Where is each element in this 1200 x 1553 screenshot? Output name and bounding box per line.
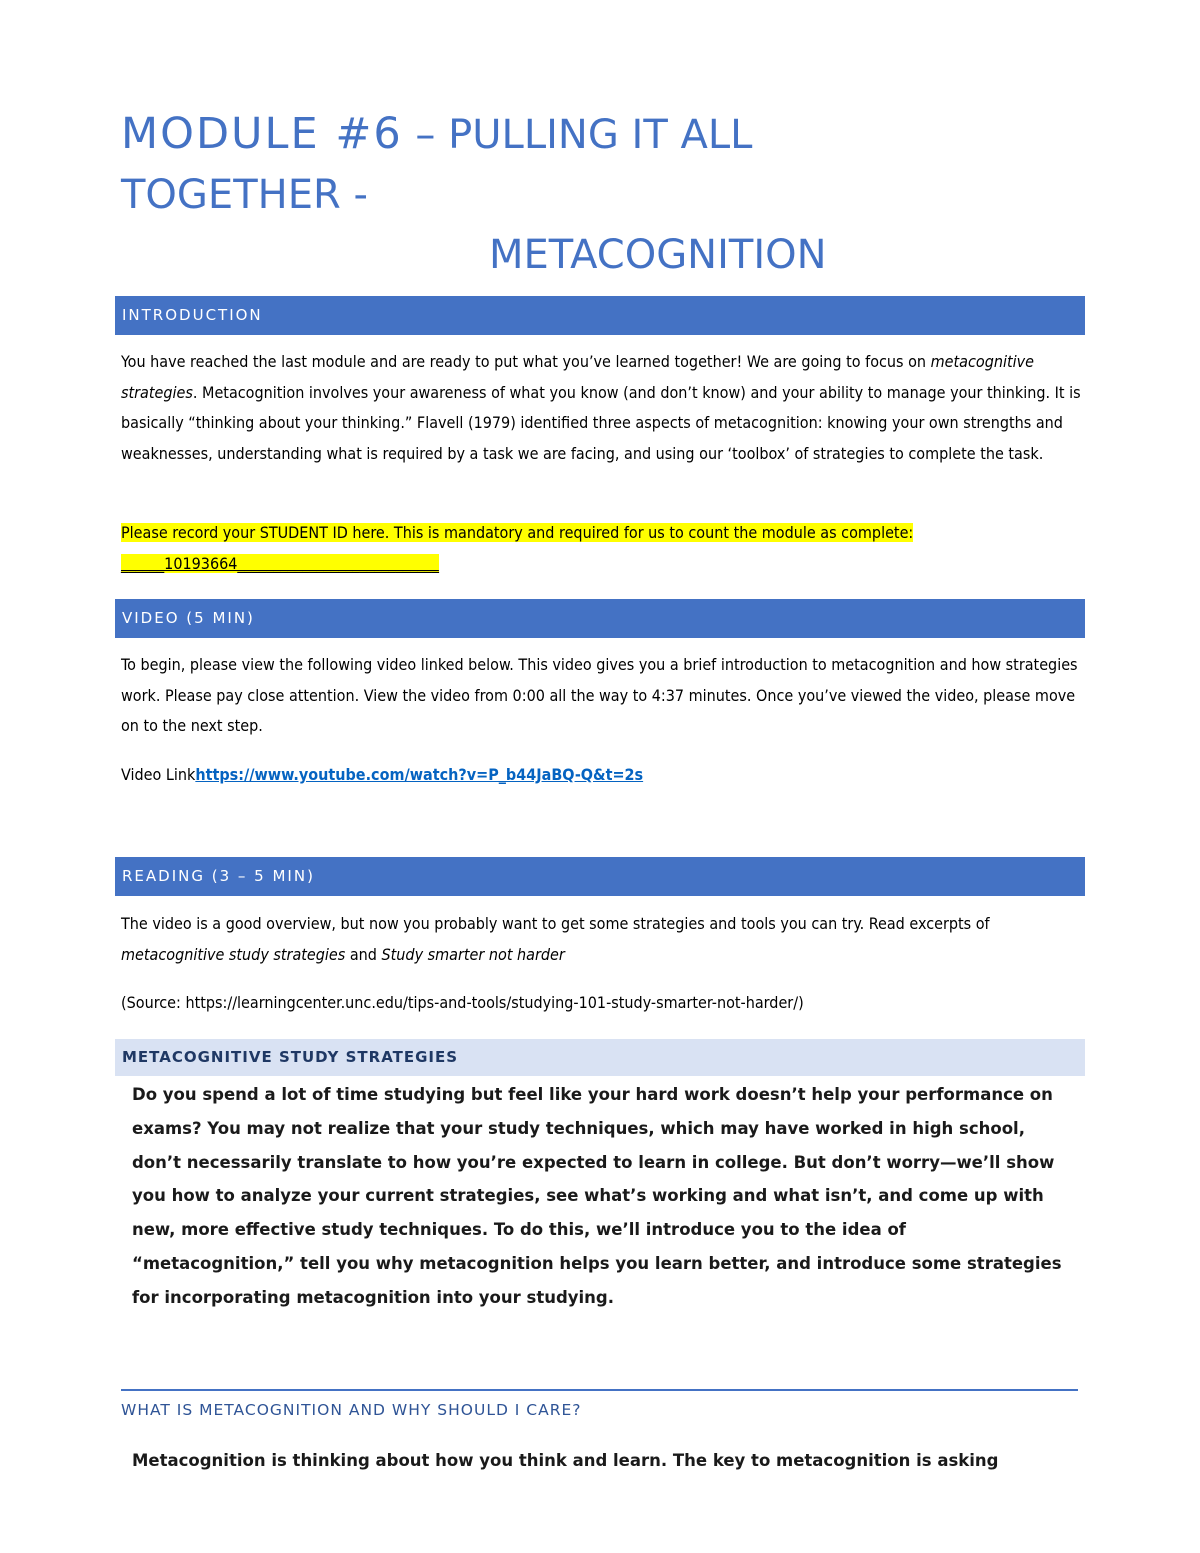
reading-source: (Source: https://learningcenter.unc.edu/tips-and-tools/studying-101-study-smarter-not-harder/) <box>121 993 804 1012</box>
page-title <box>121 104 1081 285</box>
reading-text-a: The video is a good overview, but now you probably want to get some strategies and tools you can try. Read excerpts of <box>121 914 990 933</box>
section-heading-introduction: INTRODUCTION <box>115 296 1085 335</box>
reading-emphasis-2: Study smarter not harder <box>381 944 565 964</box>
video-link-line <box>121 760 1083 791</box>
title-line-2: TOGETHER - <box>121 172 368 218</box>
intro-text-b: . Metacognition involves your awareness of what you know (and don’t know) and your ability to manage your thinking. It is basically “thinking about your thinking.” Flavell (1979) identified three aspects of metacognition: knowing your own strengths and weaknesses, understanding what is required by a task we are facing, and using our ‘toolbox’ of strategies to complete the task. <box>121 382 1081 463</box>
video-paragraph: To begin, please view the following video linked below. This video gives you a brief introduction to metacognition and how strategies work. Please pay close attention. View the video from 0:00 all the way to 4:37 minutes. Once you’ve viewed the video, please move on to the next step. <box>121 655 1078 735</box>
student-id-field[interactable]: ______10193664____________________________ <box>121 553 439 573</box>
video-link[interactable]: https://www.youtube.com/watch?v=P_b44JaBQ-Q&t=2s <box>195 765 644 784</box>
reading-emphasis-1: metacognitive study strategies <box>121 944 346 964</box>
section-heading-strategies: METACOGNITIVE STUDY STRATEGIES <box>115 1039 1085 1076</box>
intro-text-a: You have reached the last module and are ready to put what you’ve learned together! We are going to focus on <box>121 352 931 371</box>
intro-emphasis: metacognitive strategies <box>121 352 1034 402</box>
title-line-3: METACOGNITION <box>489 232 827 278</box>
title-line-1-rest: – PULLING IT ALL <box>402 112 753 158</box>
section-heading-video: VIDEO (5 MIN) <box>115 599 1085 638</box>
student-id-prompt: Please record your STUDENT ID here. This is mandatory and required for us to count the module as complete: <box>121 523 914 542</box>
title-module-number: MODULE #6 <box>121 109 403 159</box>
introduction-paragraph <box>121 347 1083 469</box>
reading-text-and: and <box>345 944 382 964</box>
section-heading-what-is: WHAT IS METACOGNITION AND WHY SHOULD I CARE? <box>121 1401 582 1419</box>
strategies-paragraph: Do you spend a lot of time studying but feel like your hard work doesn’t help your performance on exams? You may not realize that your study techniques, which may have worked in high school, don’t necessarily translate to how you’re expected to learn in college. But don’t worry—we’ll show you how to analyze your current strategies, see what’s working and what isn’t, and come up with new, more effective study techniques. To do this, we’ll introduce you to the idea of “metacognition,” tell you why metacognition helps you learn better, and introduce some strategies for incorporating metacognition into your studying. <box>132 1085 1062 1307</box>
what-is-paragraph: Metacognition is thinking about how you think and learn. The key to metacognition is asking <box>132 1451 999 1470</box>
reading-paragraph <box>121 909 1083 970</box>
title-line-1 <box>121 104 1081 165</box>
section-divider <box>121 1389 1078 1391</box>
student-id-block <box>121 518 1083 579</box>
video-link-label: Video Link <box>121 765 196 784</box>
section-heading-reading: READING (3 – 5 MIN) <box>115 857 1085 896</box>
